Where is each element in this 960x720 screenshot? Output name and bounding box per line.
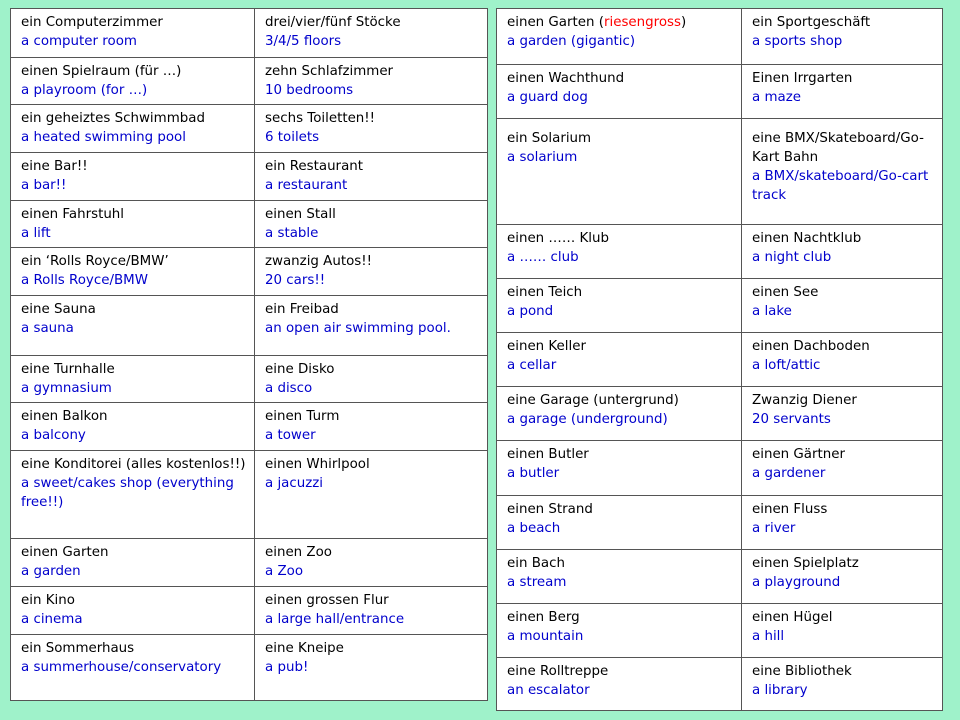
english-term: a loft/attic bbox=[752, 358, 821, 373]
table-row bbox=[11, 105, 488, 153]
english-term: a mountain bbox=[507, 629, 584, 644]
vocab-cell bbox=[11, 635, 255, 701]
table-row bbox=[11, 248, 488, 296]
english-term: a tower bbox=[265, 428, 316, 443]
table-row bbox=[497, 658, 943, 711]
vocab-cell bbox=[742, 496, 943, 550]
english-term: 20 servants bbox=[752, 412, 831, 427]
german-term-start: einen Garten ( bbox=[507, 15, 604, 30]
table-row bbox=[11, 587, 488, 635]
english-term: a jacuzzi bbox=[265, 476, 324, 491]
english-term: a sauna bbox=[21, 321, 74, 336]
english-term: a solarium bbox=[507, 150, 578, 165]
vocab-cell bbox=[255, 296, 488, 356]
german-term: einen Butler bbox=[507, 447, 589, 462]
table-row bbox=[497, 441, 943, 496]
english-term: a computer room bbox=[21, 34, 137, 49]
german-term: ein Freibad bbox=[265, 302, 339, 317]
german-term-end: ) bbox=[681, 15, 687, 30]
table-row bbox=[11, 539, 488, 587]
english-term: a butler bbox=[507, 466, 560, 481]
vocab-cell bbox=[255, 201, 488, 248]
vocab-cell bbox=[255, 587, 488, 635]
english-term: a hill bbox=[752, 629, 785, 644]
english-term: a stable bbox=[265, 226, 319, 241]
english-term: an open air swimming pool. bbox=[265, 321, 451, 336]
german-term: Einen Irrgarten bbox=[752, 71, 853, 86]
german-term: einen See bbox=[752, 285, 819, 300]
english-term: a sports shop bbox=[752, 34, 843, 49]
german-term: einen Dachboden bbox=[752, 339, 870, 354]
table-row bbox=[497, 604, 943, 658]
german-term: einen Nachtklub bbox=[752, 231, 862, 246]
german-term: eine Bibliothek bbox=[752, 664, 852, 679]
english-term: a garden (gigantic) bbox=[507, 34, 636, 49]
english-term: a river bbox=[752, 521, 796, 536]
german-term: ein Kino bbox=[21, 593, 75, 608]
english-term: a playground bbox=[752, 575, 841, 590]
english-term: a heated swimming pool bbox=[21, 130, 186, 145]
english-term: a balcony bbox=[21, 428, 86, 443]
vocab-cell bbox=[742, 279, 943, 333]
vocab-cell bbox=[11, 9, 255, 58]
table-row bbox=[497, 279, 943, 333]
table-row bbox=[11, 451, 488, 539]
english-term: a …… club bbox=[507, 250, 579, 265]
vocab-cell bbox=[742, 441, 943, 496]
german-term: ein Solarium bbox=[507, 131, 592, 146]
english-term: a summerhouse/conservatory bbox=[21, 660, 222, 675]
vocab-cell bbox=[742, 387, 943, 441]
vocab-cell bbox=[11, 451, 255, 539]
table-row bbox=[497, 496, 943, 550]
english-term: a cinema bbox=[21, 612, 83, 627]
vocab-cell bbox=[497, 496, 742, 550]
vocab-cell bbox=[255, 9, 488, 58]
table-row bbox=[497, 119, 943, 225]
german-term: ein Restaurant bbox=[265, 159, 364, 174]
vocab-cell bbox=[742, 225, 943, 279]
highlighted-word: riesengross bbox=[603, 15, 682, 30]
german-term: eine Disko bbox=[265, 362, 335, 377]
german-term bbox=[507, 13, 735, 32]
vocab-cell bbox=[742, 9, 943, 65]
english-term: a library bbox=[752, 683, 808, 698]
vocab-cell bbox=[497, 65, 742, 119]
vocab-cell bbox=[742, 333, 943, 387]
table-row bbox=[497, 333, 943, 387]
english-term: a maze bbox=[752, 90, 801, 105]
english-term: a lake bbox=[752, 304, 792, 319]
german-term: eine Rolltreppe bbox=[507, 664, 609, 679]
vocab-cell bbox=[11, 248, 255, 296]
german-term: einen Berg bbox=[507, 610, 580, 625]
english-term: 6 toilets bbox=[265, 130, 320, 145]
german-term: ein ‘Rolls Royce/BMW’ bbox=[21, 254, 169, 269]
table-row bbox=[497, 387, 943, 441]
vocab-cell bbox=[742, 550, 943, 604]
german-term: einen Spielplatz bbox=[752, 556, 859, 571]
table-row bbox=[11, 356, 488, 403]
german-term: einen Fluss bbox=[752, 502, 828, 517]
english-term: a cellar bbox=[507, 358, 557, 373]
vocab-cell bbox=[11, 105, 255, 153]
english-term: a gardener bbox=[752, 466, 826, 481]
german-term: einen Whirlpool bbox=[265, 457, 370, 472]
english-term: 20 cars!! bbox=[265, 273, 326, 288]
table-row bbox=[11, 153, 488, 201]
vocab-table-left bbox=[10, 8, 488, 701]
table-row bbox=[497, 65, 943, 119]
vocab-cell bbox=[11, 296, 255, 356]
vocab-cell bbox=[255, 403, 488, 451]
german-term: eine Sauna bbox=[21, 302, 96, 317]
german-term: einen Hügel bbox=[752, 610, 833, 625]
vocab-cell bbox=[742, 658, 943, 711]
vocab-table-right bbox=[496, 8, 943, 711]
german-term: einen Gärtner bbox=[752, 447, 845, 462]
vocab-cell bbox=[255, 356, 488, 403]
german-term: einen …… Klub bbox=[507, 231, 609, 246]
vocab-cell bbox=[497, 119, 742, 225]
english-term: a disco bbox=[265, 381, 313, 396]
english-term: a bar!! bbox=[21, 178, 67, 193]
vocab-cell bbox=[497, 550, 742, 604]
german-term: einen Stall bbox=[265, 207, 336, 222]
vocab-cell bbox=[255, 153, 488, 201]
german-term: einen Teich bbox=[507, 285, 583, 300]
vocab-cell bbox=[11, 153, 255, 201]
vocab-cell bbox=[255, 539, 488, 587]
english-term: an escalator bbox=[507, 683, 590, 698]
english-term: a sweet/cakes shop (everything free!!) bbox=[21, 476, 234, 510]
vocab-cell bbox=[11, 201, 255, 248]
vocab-cell bbox=[11, 58, 255, 105]
english-term: a pub! bbox=[265, 660, 309, 675]
english-term: a beach bbox=[507, 521, 561, 536]
german-term: ein Bach bbox=[507, 556, 565, 571]
english-term: a large hall/entrance bbox=[265, 612, 405, 627]
german-term: einen Keller bbox=[507, 339, 586, 354]
german-term: ein Sportgeschäft bbox=[752, 15, 871, 30]
vocab-cell bbox=[742, 119, 943, 225]
german-term: ein Computerzimmer bbox=[21, 15, 163, 30]
table-row bbox=[497, 9, 943, 65]
vocab-cell bbox=[497, 9, 742, 65]
table-row bbox=[11, 635, 488, 701]
german-term: eine Bar!! bbox=[21, 159, 88, 174]
german-term: Zwanzig Diener bbox=[752, 393, 857, 408]
german-term: einen Zoo bbox=[265, 545, 332, 560]
english-term: a garden bbox=[21, 564, 81, 579]
vocab-cell bbox=[497, 225, 742, 279]
table-row bbox=[11, 9, 488, 58]
vocab-cell bbox=[255, 635, 488, 701]
vocab-cell bbox=[11, 539, 255, 587]
vocab-cell bbox=[497, 441, 742, 496]
german-term: eine BMX/Skateboard/Go-Kart Bahn bbox=[752, 131, 924, 165]
table-row bbox=[11, 58, 488, 105]
english-term: a restaurant bbox=[265, 178, 348, 193]
vocab-cell bbox=[255, 105, 488, 153]
english-term: 3/4/5 floors bbox=[265, 34, 342, 49]
table-row bbox=[497, 550, 943, 604]
english-term: a Zoo bbox=[265, 564, 304, 579]
german-term: einen Strand bbox=[507, 502, 593, 517]
english-term: a gymnasium bbox=[21, 381, 112, 396]
german-term: zehn Schlafzimmer bbox=[265, 64, 394, 79]
german-term: eine Kneipe bbox=[265, 641, 344, 656]
vocab-cell bbox=[255, 58, 488, 105]
german-term: ein Sommerhaus bbox=[21, 641, 135, 656]
table-row bbox=[11, 403, 488, 451]
table-row bbox=[497, 225, 943, 279]
german-term: drei/vier/fünf Stöcke bbox=[265, 15, 401, 30]
german-term: eine Garage (untergrund) bbox=[507, 393, 679, 408]
german-term: einen Turm bbox=[265, 409, 340, 424]
vocab-cell bbox=[11, 587, 255, 635]
vocab-cell bbox=[497, 387, 742, 441]
german-term: einen Balkon bbox=[21, 409, 108, 424]
german-term: zwanzig Autos!! bbox=[265, 254, 372, 269]
german-term: ein geheiztes Schwimmbad bbox=[21, 111, 205, 126]
english-term: a Rolls Royce/BMW bbox=[21, 273, 148, 288]
english-term: a garage (underground) bbox=[507, 412, 668, 427]
vocab-cell bbox=[497, 604, 742, 658]
vocab-cell bbox=[255, 451, 488, 539]
vocab-cell bbox=[11, 356, 255, 403]
vocab-cell bbox=[255, 248, 488, 296]
vocab-cell bbox=[497, 279, 742, 333]
german-term: einen Spielraum (für …) bbox=[21, 64, 182, 79]
german-term: einen Fahrstuhl bbox=[21, 207, 125, 222]
english-term: 10 bedrooms bbox=[265, 83, 354, 98]
english-term: a lift bbox=[21, 226, 51, 241]
vocab-cell bbox=[497, 658, 742, 711]
english-term: a pond bbox=[507, 304, 554, 319]
german-term: sechs Toiletten!! bbox=[265, 111, 376, 126]
german-term: eine Konditorei (alles kostenlos!!) bbox=[21, 457, 246, 472]
german-term: einen Garten bbox=[21, 545, 109, 560]
vocab-cell bbox=[497, 333, 742, 387]
english-term: a night club bbox=[752, 250, 832, 265]
vocab-cell bbox=[11, 403, 255, 451]
german-term: einen Wachthund bbox=[507, 71, 625, 86]
english-term: a guard dog bbox=[507, 90, 588, 105]
english-term: a playroom (for …) bbox=[21, 83, 148, 98]
german-term: eine Turnhalle bbox=[21, 362, 115, 377]
vocab-cell bbox=[742, 65, 943, 119]
table-row bbox=[11, 296, 488, 356]
english-term: a BMX/skateboard/Go-cart track bbox=[752, 169, 929, 203]
english-term: a stream bbox=[507, 575, 567, 590]
table-row bbox=[11, 201, 488, 248]
german-term: einen grossen Flur bbox=[265, 593, 389, 608]
vocab-cell bbox=[742, 604, 943, 658]
